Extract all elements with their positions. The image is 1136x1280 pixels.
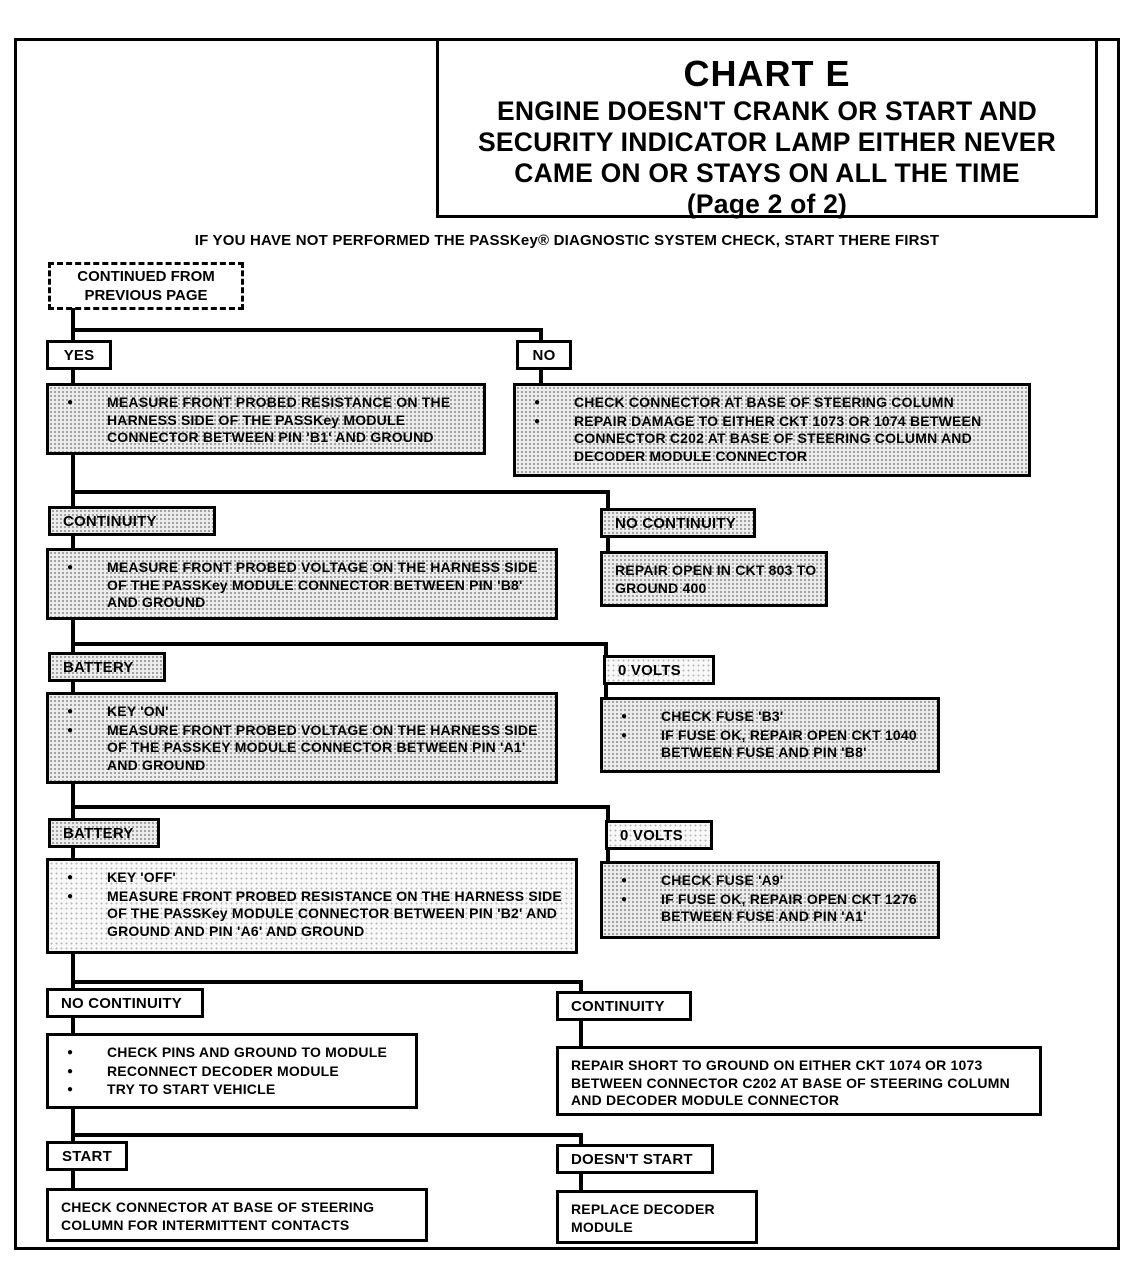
action-text: RECONNECT DECODER MODULE	[107, 1062, 339, 1079]
chart-title-box	[436, 38, 1098, 218]
connector-line	[579, 1019, 583, 1046]
decision-label-0-volts-2: 0 VOLTS	[605, 820, 713, 850]
bullet-icon: ●	[534, 397, 541, 408]
bullet-icon: ●	[621, 893, 628, 905]
entry-node: CONTINUED FROM PREVIOUS PAGE	[48, 262, 244, 310]
action-text: KEY 'OFF'	[107, 869, 176, 885]
bullet-icon: ●	[67, 1047, 74, 1058]
decision-label-yes: YES	[46, 340, 112, 370]
decision-label-no-continuity: NO CONTINUITY	[600, 508, 756, 538]
decision-label-doesnt-start: DOESN'T START	[556, 1144, 714, 1174]
action-box-check-pins-restart	[46, 1033, 418, 1109]
bullet-icon: ●	[621, 711, 628, 722]
action-box-check-connector-intermittent: CHECK CONNECTOR AT BASE OF STEERING COLUMN FOR INTERMITTENT CONTACTS	[46, 1188, 428, 1242]
chart-subtitle-line3: CAME ON OR STAYS ON ALL THE TIME	[514, 158, 1020, 188]
decision-label-0-volts-1: 0 VOLTS	[603, 655, 715, 685]
action-box-measure-voltage-b8	[46, 548, 558, 620]
action-box-repair-short-to-ground: REPAIR SHORT TO GROUND ON EITHER CKT 1074 OR 1073 BETWEEN CONNECTOR C202 AT BASE OF STEERING COLUMN AND DECODER MODULE CONNECTOR	[556, 1046, 1042, 1116]
connector-line	[71, 782, 75, 821]
connector-line	[71, 952, 75, 992]
action-text: IF FUSE OK, REPAIR OPEN CKT 1040 BETWEEN FUSE AND PIN 'B8'	[661, 726, 917, 761]
connector-line	[71, 1107, 75, 1143]
connector-line	[71, 490, 610, 494]
bullet-icon: ●	[67, 1084, 74, 1096]
action-box-key-off-measure-b2-a6	[46, 858, 578, 954]
bullet-icon: ●	[621, 729, 628, 741]
connector-line	[71, 805, 610, 809]
connector-line	[71, 328, 543, 332]
action-text: REPAIR DAMAGE TO EITHER CKT 1073 OR 1074 BETWEEN CONNECTOR C202 AT BASE OF STEERING COLUMN AND DECODER MODULE CONNECTOR	[574, 412, 982, 464]
bullet-icon: ●	[67, 1065, 74, 1077]
bullet-icon: ●	[67, 890, 74, 902]
chart-subtitle-line1: ENGINE DOESN'T CRANK OR START AND	[497, 96, 1037, 126]
preamble-note: IF YOU HAVE NOT PERFORMED THE PASSKey® DIAGNOSTIC SYSTEM CHECK, START THERE FIRST	[194, 232, 940, 249]
action-text: TRY TO START VEHICLE	[107, 1081, 276, 1098]
action-text: MEASURE FRONT PROBED VOLTAGE ON THE HARNESS SIDE OF THE PASSKEY MODULE CONNECTOR BETWEEN PIN 'A1' AND GROUND	[107, 721, 538, 773]
decision-label-no-continuity-2: NO CONTINUITY	[46, 988, 204, 1018]
action-text: MEASURE FRONT PROBED VOLTAGE ON THE HARNESS SIDE OF THE PASSKey MODULE CONNECTOR BETWEEN PIN 'B8' AND GROUND	[107, 559, 538, 611]
decision-label-battery-2: BATTERY	[48, 818, 160, 848]
action-text: CHECK FUSE 'A9'	[661, 872, 784, 888]
connector-line	[71, 642, 608, 646]
action-text: KEY 'ON'	[107, 703, 169, 719]
connector-line	[71, 1133, 583, 1137]
bullet-icon: ●	[67, 872, 74, 883]
connector-line	[71, 980, 583, 984]
chart-subtitle-line2: SECURITY INDICATOR LAMP EITHER NEVER	[478, 127, 1056, 157]
bullet-icon: ●	[67, 562, 74, 573]
decision-label-start: START	[46, 1141, 128, 1171]
action-text: CHECK CONNECTOR AT BASE OF STEERING COLUMN	[574, 394, 954, 410]
decision-label-battery-1: BATTERY	[48, 652, 166, 682]
action-box-replace-decoder-module: REPLACE DECODER MODULE	[556, 1190, 758, 1244]
action-text: MEASURE FRONT PROBED RESISTANCE ON THE HARNESS SIDE OF THE PASSKey MODULE CONNECTOR BETWEEN PIN 'B2' AND GROUND AND PIN 'A6' AND GROUND	[107, 887, 562, 939]
action-text: CHECK PINS AND GROUND TO MODULE	[107, 1044, 387, 1060]
chart-title: CHART E	[683, 53, 851, 94]
action-box-check-connector-repair-ckt	[513, 383, 1031, 477]
action-box-repair-open-ckt-803: REPAIR OPEN IN CKT 803 TO GROUND 400	[600, 551, 828, 607]
connector-line	[71, 618, 75, 656]
action-text: IF FUSE OK, REPAIR OPEN CKT 1276 BETWEEN FUSE AND PIN 'A1'	[661, 890, 917, 925]
action-box-check-fuse-b3	[600, 697, 940, 773]
bullet-icon: ●	[534, 415, 541, 427]
bullet-icon: ●	[67, 706, 74, 717]
action-box-check-fuse-a9	[600, 861, 940, 939]
chart-page-label: (Page 2 of 2)	[686, 189, 848, 219]
action-text: MEASURE FRONT PROBED RESISTANCE ON THE HARNESS SIDE OF THE PASSKey MODULE CONNECTOR BETWEEN PIN 'B1' AND GROUND	[107, 394, 451, 446]
bullet-icon: ●	[67, 724, 74, 736]
bullet-icon: ●	[67, 397, 74, 408]
bullet-icon: ●	[621, 875, 628, 886]
connector-line	[71, 308, 75, 344]
action-box-measure-resistance-b1	[46, 383, 486, 455]
decision-label-continuity: CONTINUITY	[48, 506, 216, 536]
action-box-key-on-measure-a1	[46, 692, 558, 784]
action-text: CHECK FUSE 'B3'	[661, 708, 784, 724]
decision-label-no: NO	[516, 340, 572, 370]
decision-label-continuity-2: CONTINUITY	[556, 991, 692, 1021]
connector-line	[71, 453, 75, 510]
